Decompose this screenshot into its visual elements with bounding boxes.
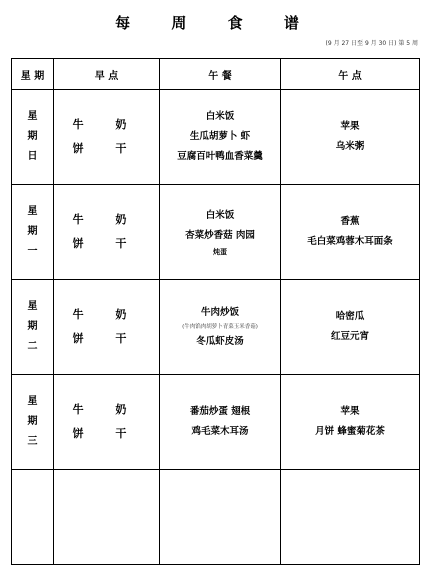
table-row — [12, 90, 420, 185]
date-range: (9 月 27 日至 9 月 30 日) 第 5 周 — [325, 40, 418, 47]
empty-cell — [12, 470, 54, 565]
snack-item: 哈密瓜 — [335, 311, 365, 322]
day-label: 星 期 日 — [12, 90, 54, 185]
snack-item: 毛白菜鸡蓉木耳面条 — [307, 236, 393, 247]
header-snack: 午 点 — [281, 59, 420, 90]
header-breakfast: 早 点 — [54, 59, 160, 90]
weekly-menu-table — [11, 58, 420, 565]
breakfast-item: 饼 干 — [72, 332, 141, 345]
lunch-cell — [160, 280, 281, 375]
breakfast-cell — [54, 185, 160, 280]
snack-item: 苹果 — [340, 406, 360, 417]
day-label: 星 期 一 — [12, 185, 54, 280]
lunch-cell — [160, 90, 281, 185]
breakfast-item: 牛 奶 — [72, 403, 141, 416]
table-row — [12, 185, 420, 280]
breakfast-cell — [54, 280, 160, 375]
day-label: 星 期 三 — [12, 375, 54, 470]
lunch-cell — [160, 375, 281, 470]
page-title: 每 周 食 谱 — [115, 14, 317, 32]
breakfast-cell — [54, 375, 160, 470]
lunch-item: 生瓜胡萝卜 虾 — [189, 131, 251, 142]
snack-item: 苹果 — [340, 121, 360, 132]
breakfast-cell — [54, 90, 160, 185]
lunch-item: 白米饭 — [205, 210, 235, 221]
lunch-item: 白米饭 — [205, 111, 235, 122]
breakfast-item: 饼 干 — [72, 142, 141, 155]
snack-item: 月饼 蜂蜜菊花茶 — [315, 426, 385, 437]
header-lunch: 午 餐 — [160, 59, 281, 90]
snack-cell — [281, 280, 420, 375]
empty-cell — [281, 470, 420, 565]
header-weekday: 星 期 — [12, 59, 54, 90]
lunch-item: 番茄炒蛋 翅根 — [189, 406, 251, 417]
day-label: 星 期 二 — [12, 280, 54, 375]
snack-cell — [281, 90, 420, 185]
snack-cell — [281, 375, 420, 470]
breakfast-item: 牛 奶 — [72, 308, 141, 321]
table-row — [12, 375, 420, 470]
lunch-item: 冬瓜虾皮汤 — [196, 335, 244, 347]
empty-cell — [54, 470, 160, 565]
breakfast-item: 饼 干 — [72, 237, 141, 250]
snack-item: 红豆元宵 — [330, 331, 369, 342]
lunch-item: 杏菜炒香菇 肉园 — [185, 230, 255, 241]
breakfast-item: 牛 奶 — [72, 213, 141, 226]
lunch-cell — [160, 185, 281, 280]
table-row — [12, 280, 420, 375]
lunch-item: 牛肉炒饭 — [200, 306, 239, 318]
empty-row — [12, 470, 420, 565]
breakfast-item: 牛 奶 — [72, 118, 141, 131]
breakfast-item: 饼 干 — [72, 427, 141, 440]
lunch-item: 炖蛋 — [213, 248, 227, 256]
lunch-item: 鸡毛菜木耳汤 — [191, 426, 249, 437]
snack-cell — [281, 185, 420, 280]
lunch-item: 豆腐百叶鸭血香菜羹 — [177, 151, 263, 162]
snack-item: 香蕉 — [340, 216, 360, 227]
snack-item: 乌米粥 — [335, 141, 365, 152]
header-row — [12, 59, 420, 90]
empty-cell — [160, 470, 281, 565]
lunch-note: (牛肉馅肉胡萝卜青菜玉米香菇) — [182, 323, 258, 330]
